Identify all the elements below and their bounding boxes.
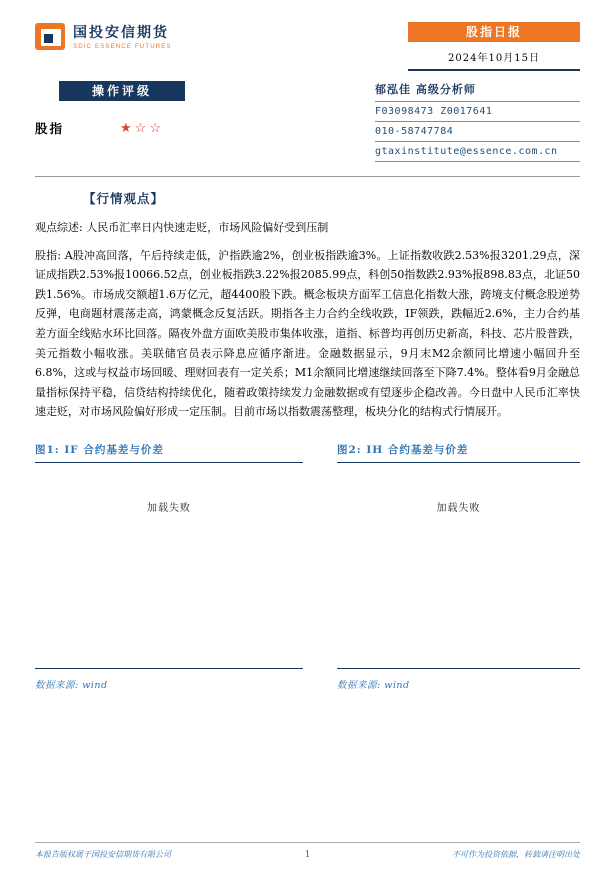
company-name-en: SDIC ESSENCE FUTURES bbox=[73, 44, 172, 50]
report-date: 2024年10月15日 bbox=[408, 42, 580, 71]
figure-title: 图2: IH 合约基差与价差 bbox=[337, 442, 580, 463]
figure-ih-basis bbox=[337, 442, 580, 692]
star-rating: ★☆☆ bbox=[120, 120, 164, 136]
figures-row bbox=[35, 442, 580, 692]
figure-title: 图1: IF 合约基差与价差 bbox=[35, 442, 303, 463]
header-right bbox=[408, 22, 580, 71]
instrument-label: 股指 bbox=[35, 121, 65, 136]
brand bbox=[35, 22, 172, 50]
figure-source-row bbox=[337, 668, 580, 692]
analyst-certificates: F03098473 Z0017641 bbox=[375, 102, 580, 122]
footer-page-number: 1 bbox=[304, 850, 311, 860]
figure-if-basis bbox=[35, 442, 303, 692]
figure-data-source: 数据来源: wind bbox=[337, 679, 410, 691]
analyst-name: 郁泓佳 高级分析师 bbox=[375, 81, 580, 102]
instrument-row bbox=[35, 119, 335, 137]
company-name: 国投安信期货 bbox=[73, 24, 169, 40]
figure-data-source: 数据来源: wind bbox=[35, 679, 108, 691]
report-body: 股指: A股冲高回落，午后持续走低，沪指跌逾2%，创业板指跌逾3%。上证指数收跌2.53%报3201.29点，深证成指跌2.53%报10066.52点，创业板指跌3.22%报2085.99点，科创50指数跌2.93%报898.83点，北证50跌1.56%。市场成交额超1.6万亿元，超4400股下跌。概念板块方面军工信息化指数大涨，跨境支付概念股逆势反弹，电商题材震荡走高，鸿蒙概念反复活跃。期指各主力合约全线收跌，IF领跌，跌幅近2.6%，主力合约基差方面全线贴水环比回落。隔夜外盘方面欧美股市集体收涨，道指、标普均再创历史新高，科技、芯片股普跌，美元指数小幅收涨。美联储官员表示降息应循序渐进。金融数据显示，9月末M2余额同比增速小幅回升至6.8%，这或与权益市场回暖、理财回表有一定关系；M1余额同比增速继续回落至下降7.4%。整体看9月金融总量指标保持平稳，信贷结构持续优化，随着政策持续发力金融数据或有望逐步企稳改善。今日盘中人民币汇率快速走贬，对市场风险偏好形成一定压制。目前市场以指数震荡整理，板块分化的结构式行情展开。 bbox=[35, 248, 580, 419]
rating-block bbox=[35, 81, 335, 162]
page-footer bbox=[35, 842, 580, 860]
figure-source-row bbox=[35, 668, 303, 692]
header-divider bbox=[35, 176, 580, 177]
brand-logo-icon bbox=[35, 23, 65, 50]
viewpoint-summary: 观点综述: 人民币汇率日内快速走贬，市场风险偏好受到压制 bbox=[35, 221, 329, 234]
footer-disclaimer: 不可作为投资依据，转载请注明出处 bbox=[452, 850, 581, 859]
analyst-phone: 010-58747784 bbox=[375, 122, 580, 142]
figure-load-failed-placeholder: 加载失败 bbox=[436, 502, 481, 514]
footer-copyright: 本报告版权属于国投安信期货有限公司 bbox=[35, 850, 171, 859]
analyst-email[interactable]: gtaxinstitute@essence.com.cn bbox=[375, 142, 580, 162]
brand-text bbox=[73, 22, 172, 50]
section-title: 【行情观点】 bbox=[83, 191, 165, 206]
brand-logo-square bbox=[44, 34, 53, 43]
rating-analyst-row bbox=[35, 81, 580, 162]
report-header bbox=[35, 22, 580, 71]
figure-load-failed-placeholder: 加载失败 bbox=[147, 502, 191, 514]
analyst-block bbox=[375, 81, 580, 162]
rating-badge: 操作评级 bbox=[59, 81, 185, 101]
report-type-badge: 股指日报 bbox=[408, 22, 580, 42]
